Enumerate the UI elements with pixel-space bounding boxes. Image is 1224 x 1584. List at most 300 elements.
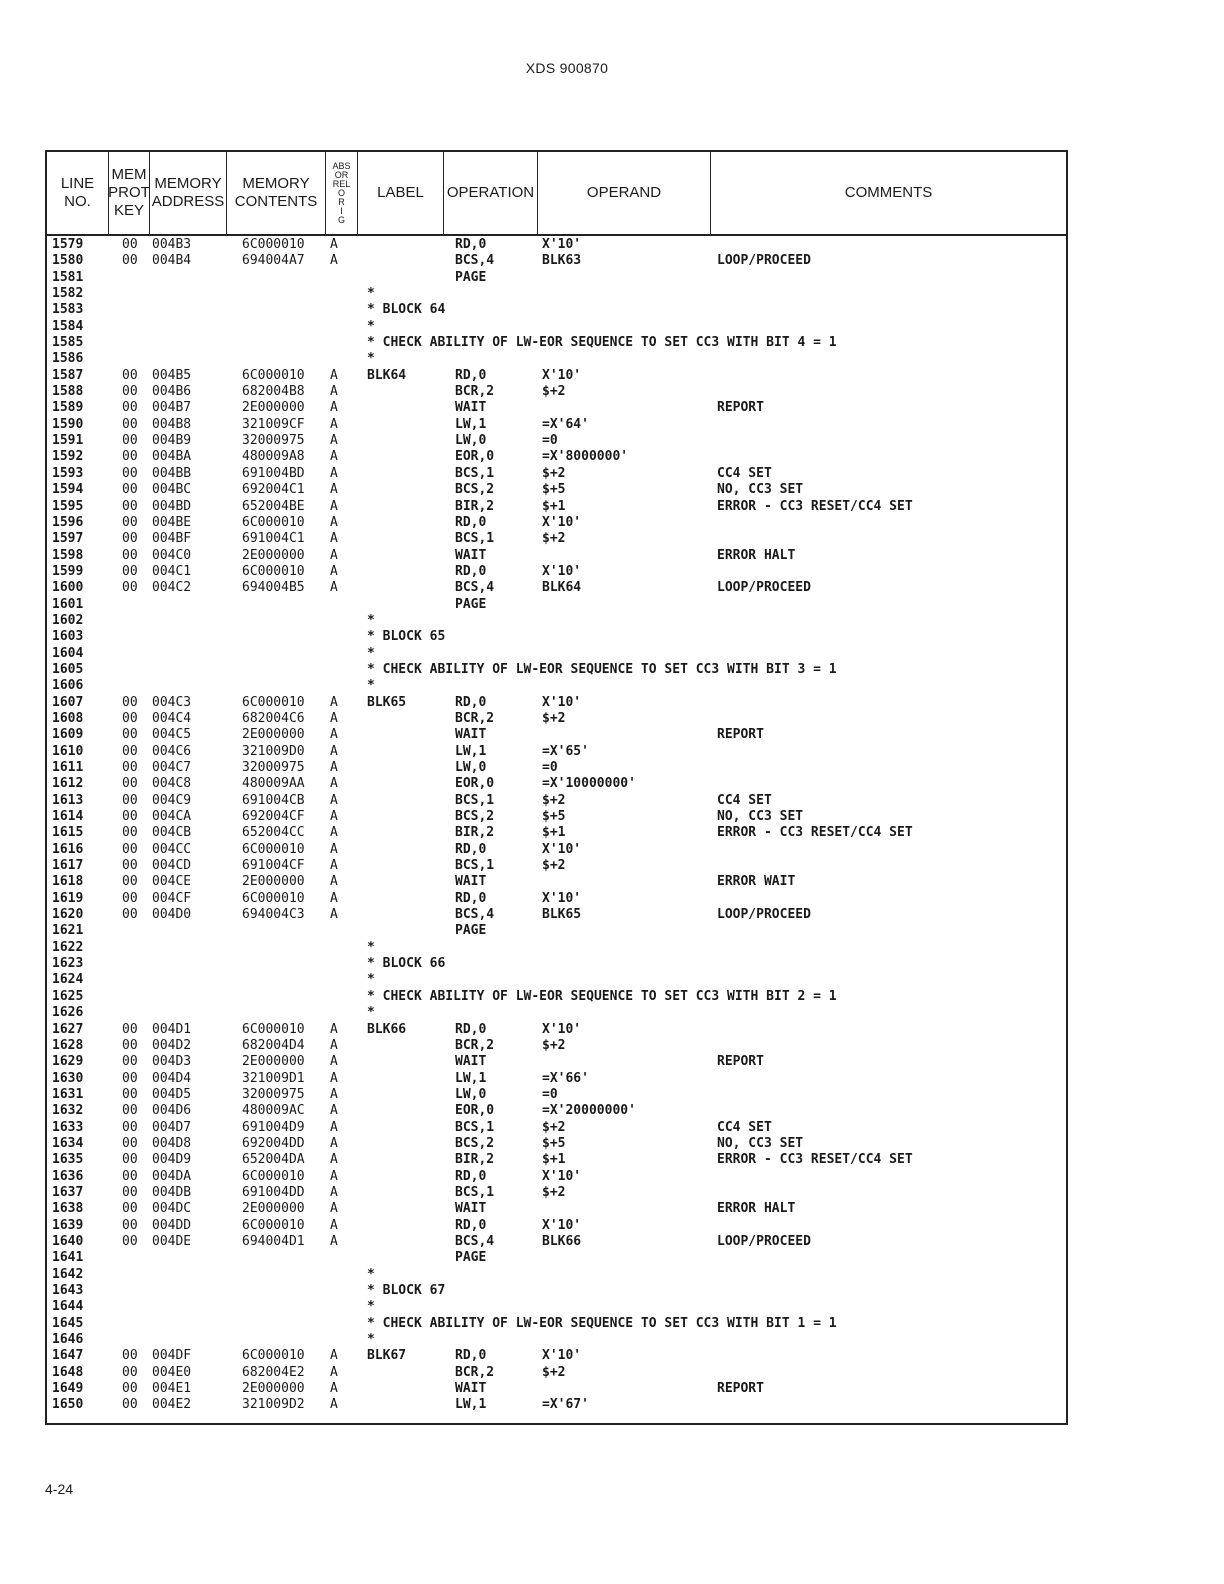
- table-row: [47, 499, 1066, 515]
- table-row: [47, 1381, 1066, 1397]
- cell-opd: $+5: [542, 809, 566, 825]
- table-row: [47, 1348, 1066, 1364]
- cell-addr: 004CB: [152, 825, 192, 841]
- cell-opd: X'10': [542, 694, 582, 710]
- cell-ao: A: [330, 760, 338, 775]
- cell-key: 00: [122, 1135, 138, 1151]
- cell-com: ERROR - CC3 RESET/CC4 SET: [717, 1152, 913, 1168]
- col-header-memory-contents: MEMORY CONTENTS: [227, 152, 326, 234]
- cell-cont: 2E000000: [242, 1381, 305, 1397]
- table-row: [47, 384, 1066, 400]
- cell-line: 1600: [52, 580, 84, 596]
- cell-ao: A: [330, 514, 338, 530]
- cell-opd: =X'66': [542, 1070, 589, 1086]
- table-row: [47, 744, 1066, 760]
- cell-lab: *: [367, 1332, 375, 1348]
- table-row: [47, 809, 1066, 825]
- cell-line: 1616: [52, 841, 84, 857]
- cell-key: 00: [122, 743, 138, 759]
- cell-lab: *: [367, 351, 375, 367]
- cell-op: EOR,0: [455, 1103, 495, 1119]
- table-row: [47, 629, 1066, 645]
- cell-opd: X'10': [542, 890, 582, 906]
- cell-cont: 6C000010: [242, 1217, 305, 1233]
- cell-line: 1601: [52, 596, 84, 612]
- cell-line: 1581: [52, 269, 84, 285]
- cell-opd: =X'65': [542, 743, 589, 759]
- cell-ao: A: [330, 1364, 338, 1380]
- cell-cont: 32000975: [242, 760, 305, 775]
- cell-key: 00: [122, 1037, 138, 1053]
- cell-key: 00: [122, 1103, 138, 1119]
- cell-opd: $+1: [542, 1152, 566, 1168]
- cell-opd: X'10': [542, 1348, 582, 1364]
- cell-opd: $+2: [542, 1037, 566, 1053]
- table-row: [47, 907, 1066, 923]
- cell-lab: *: [367, 1005, 375, 1021]
- cell-com: LOOP/PROCEED: [717, 907, 811, 923]
- cell-line: 1584: [52, 318, 84, 334]
- cell-ao: A: [330, 907, 338, 923]
- table-row: [47, 335, 1066, 351]
- table-row: [47, 972, 1066, 988]
- table-row: [47, 1120, 1066, 1136]
- cell-cont: 691004C1: [242, 531, 305, 547]
- cell-line: 1615: [52, 825, 84, 841]
- cell-opd: =0: [542, 760, 558, 775]
- table-row: [47, 449, 1066, 465]
- cell-addr: 004CF: [152, 890, 192, 906]
- cell-ao: A: [330, 694, 338, 710]
- cell-op: WAIT: [455, 400, 487, 416]
- cell-ao: A: [330, 482, 338, 498]
- cell-ao: A: [330, 531, 338, 547]
- table-row: [47, 1087, 1066, 1103]
- cell-op: RD,0: [455, 563, 487, 579]
- cell-line: 1650: [52, 1397, 84, 1413]
- table-row: [47, 858, 1066, 874]
- cell-op: PAGE: [455, 1250, 487, 1266]
- cell-op: BCS,2: [455, 482, 495, 498]
- cell-ao: A: [330, 400, 338, 416]
- cell-opd: $+2: [542, 710, 566, 726]
- table-row: [47, 1185, 1066, 1201]
- cell-line: 1612: [52, 776, 84, 792]
- cell-op: BCR,2: [455, 710, 495, 726]
- page-number: 4-24: [45, 1481, 74, 1497]
- cell-op: BIR,2: [455, 498, 495, 514]
- table-row: [47, 302, 1066, 318]
- cell-opd: $+2: [542, 384, 566, 400]
- cell-key: 00: [122, 1070, 138, 1086]
- cell-opd: =X'20000000': [542, 1103, 636, 1119]
- cell-line: 1595: [52, 498, 84, 514]
- cell-op: WAIT: [455, 1201, 487, 1217]
- cell-key: 00: [122, 465, 138, 481]
- cell-key: 00: [122, 907, 138, 923]
- cell-com: LOOP/PROCEED: [717, 253, 811, 269]
- cell-addr: 004BF: [152, 531, 192, 547]
- cell-com: ERROR - CC3 RESET/CC4 SET: [717, 498, 913, 514]
- cell-line: 1598: [52, 547, 84, 563]
- cell-line: 1625: [52, 988, 84, 1004]
- cell-opd: =X'64': [542, 416, 589, 432]
- cell-op: BCS,4: [455, 253, 495, 269]
- cell-ao: A: [330, 1086, 338, 1102]
- cell-line: 1641: [52, 1250, 84, 1266]
- cell-opd: X'10': [542, 841, 582, 857]
- cell-cont: 682004D4: [242, 1037, 305, 1053]
- cell-lab: * CHECK ABILITY OF LW-EOR SEQUENCE TO SET CC3 WITH BIT 1 = 1: [367, 1315, 837, 1331]
- cell-op: PAGE: [455, 923, 487, 939]
- cell-line: 1632: [52, 1103, 84, 1119]
- cell-addr: 004E2: [152, 1397, 192, 1413]
- table-row: [47, 711, 1066, 727]
- cell-addr: 004C8: [152, 776, 192, 792]
- cell-key: 00: [122, 1152, 138, 1168]
- cell-lab: * BLOCK 66: [367, 956, 446, 972]
- cell-opd: =X'8000000': [542, 449, 629, 465]
- cell-key: 00: [122, 367, 138, 383]
- cell-lab: * BLOCK 67: [367, 1283, 446, 1298]
- cell-ao: A: [330, 580, 338, 596]
- table-row: [47, 695, 1066, 711]
- cell-key: 00: [122, 1201, 138, 1217]
- cell-addr: 004C9: [152, 792, 192, 808]
- cell-ao: A: [330, 1217, 338, 1233]
- cell-line: 1582: [52, 286, 84, 302]
- cell-line: 1589: [52, 400, 84, 416]
- cell-op: RD,0: [455, 1168, 487, 1184]
- cell-ao: A: [330, 433, 338, 449]
- cell-addr: 004B6: [152, 384, 192, 400]
- cell-opd: $+2: [542, 858, 566, 874]
- table-row: [47, 548, 1066, 564]
- cell-line: 1648: [52, 1364, 84, 1380]
- cell-key: 00: [122, 776, 138, 792]
- table-row: [47, 678, 1066, 694]
- cell-ao: A: [330, 1348, 338, 1364]
- cell-com: REPORT: [717, 1054, 764, 1070]
- cell-ao: A: [330, 743, 338, 759]
- cell-key: 00: [122, 874, 138, 890]
- table-row: [47, 1201, 1066, 1217]
- cell-line: 1642: [52, 1266, 84, 1282]
- cell-addr: 004D6: [152, 1103, 192, 1119]
- table-row: [47, 351, 1066, 367]
- cell-line: 1583: [52, 302, 84, 318]
- cell-opd: BLK64: [542, 580, 582, 596]
- cell-lab: *: [367, 318, 375, 334]
- table-row: [47, 727, 1066, 743]
- cell-addr: 004DA: [152, 1168, 192, 1184]
- cell-lab: *: [367, 939, 375, 955]
- cell-ao: A: [330, 825, 338, 841]
- cell-line: 1628: [52, 1037, 84, 1053]
- cell-cont: 694004C3: [242, 907, 305, 923]
- cell-line: 1602: [52, 612, 84, 628]
- cell-ao: A: [330, 858, 338, 874]
- cell-com: LOOP/PROCEED: [717, 1233, 811, 1249]
- table-row: [47, 613, 1066, 629]
- cell-opd: $+2: [542, 465, 566, 481]
- cell-line: 1618: [52, 874, 84, 890]
- cell-cont: 6C000010: [242, 694, 305, 710]
- cell-com: REPORT: [717, 400, 764, 416]
- cell-line: 1622: [52, 939, 84, 955]
- cell-line: 1586: [52, 351, 84, 367]
- table-row: [47, 237, 1066, 253]
- cell-cont: 6C000010: [242, 1021, 305, 1037]
- cell-op: LW,1: [455, 416, 487, 432]
- cell-cont: 32000975: [242, 433, 305, 449]
- cell-line: 1606: [52, 678, 84, 694]
- col-header-mem-prot-key: MEM PROT KEY: [109, 152, 150, 234]
- table-row: [47, 417, 1066, 433]
- cell-addr: 004B4: [152, 253, 192, 269]
- cell-key: 00: [122, 1184, 138, 1200]
- col-header-operation: OPERATION: [444, 152, 538, 234]
- cell-ao: A: [330, 792, 338, 808]
- table-row: [47, 1365, 1066, 1381]
- cell-com: REPORT: [717, 1381, 764, 1397]
- cell-ao: A: [330, 1381, 338, 1397]
- cell-op: BCS,1: [455, 858, 495, 874]
- listing-header-row: [47, 152, 1066, 236]
- cell-op: LW,0: [455, 1086, 487, 1102]
- col-header-abs-rel: ABS OR REL O R I G: [326, 152, 358, 234]
- cell-ao: A: [330, 710, 338, 726]
- cell-cont: 2E000000: [242, 874, 305, 890]
- table-row: [47, 776, 1066, 792]
- cell-cont: 6C000010: [242, 841, 305, 857]
- cell-opd: $+5: [542, 1135, 566, 1151]
- cell-ao: A: [330, 1233, 338, 1249]
- cell-ao: A: [330, 416, 338, 432]
- cell-cont: 692004C1: [242, 482, 305, 498]
- cell-line: 1637: [52, 1184, 84, 1200]
- cell-opd: $+2: [542, 1184, 566, 1200]
- cell-cont: 682004C6: [242, 710, 305, 726]
- cell-op: RD,0: [455, 367, 487, 383]
- cell-addr: 004C0: [152, 547, 192, 563]
- cell-ao: A: [330, 874, 338, 890]
- cell-line: 1639: [52, 1217, 84, 1233]
- cell-line: 1631: [52, 1086, 84, 1102]
- cell-line: 1611: [52, 760, 84, 775]
- cell-addr: 004BA: [152, 449, 192, 465]
- table-row: [47, 874, 1066, 890]
- cell-key: 00: [122, 253, 138, 269]
- cell-ao: A: [330, 1070, 338, 1086]
- cell-line: 1610: [52, 743, 84, 759]
- table-row: [47, 1267, 1066, 1283]
- cell-ao: A: [330, 1103, 338, 1119]
- cell-addr: 004CA: [152, 809, 192, 825]
- cell-lab: *: [367, 645, 375, 661]
- cell-key: 00: [122, 433, 138, 449]
- table-row: [47, 1332, 1066, 1348]
- cell-ao: A: [330, 367, 338, 383]
- cell-opd: X'10': [542, 367, 582, 383]
- cell-line: 1604: [52, 645, 84, 661]
- cell-cont: 691004CB: [242, 792, 305, 808]
- cell-line: 1585: [52, 335, 84, 351]
- cell-ao: A: [330, 1119, 338, 1135]
- cell-line: 1647: [52, 1348, 84, 1364]
- cell-key: 00: [122, 792, 138, 808]
- table-row: [47, 1397, 1066, 1413]
- cell-op: LW,0: [455, 760, 487, 775]
- cell-ao: A: [330, 1135, 338, 1151]
- cell-lab: *: [367, 1266, 375, 1282]
- table-row: [47, 1054, 1066, 1070]
- table-row: [47, 1136, 1066, 1152]
- cell-line: 1636: [52, 1168, 84, 1184]
- cell-op: RD,0: [455, 694, 487, 710]
- cell-ao: A: [330, 237, 338, 252]
- cell-lab: *: [367, 286, 375, 302]
- cell-cont: 480009AA: [242, 776, 305, 792]
- cell-ao: A: [330, 1152, 338, 1168]
- cell-com: ERROR - CC3 RESET/CC4 SET: [717, 825, 913, 841]
- cell-op: BIR,2: [455, 825, 495, 841]
- col-header-line-no: LINE NO.: [47, 152, 109, 234]
- cell-ao: A: [330, 809, 338, 825]
- cell-op: PAGE: [455, 269, 487, 285]
- cell-line: 1580: [52, 253, 84, 269]
- cell-op: BCS,1: [455, 465, 495, 481]
- cell-addr: 004C5: [152, 727, 192, 743]
- cell-op: BIR,2: [455, 1152, 495, 1168]
- cell-addr: 004DE: [152, 1233, 192, 1249]
- cell-op: WAIT: [455, 727, 487, 743]
- cell-key: 00: [122, 1054, 138, 1070]
- cell-op: LW,1: [455, 1397, 487, 1413]
- cell-line: 1579: [52, 237, 84, 252]
- cell-cont: 321009CF: [242, 416, 305, 432]
- cell-op: RD,0: [455, 841, 487, 857]
- cell-key: 00: [122, 1233, 138, 1249]
- cell-ao: A: [330, 1054, 338, 1070]
- cell-lab: * BLOCK 64: [367, 302, 446, 318]
- cell-lab: * CHECK ABILITY OF LW-EOR SEQUENCE TO SET CC3 WITH BIT 3 = 1: [367, 661, 837, 677]
- cell-addr: 004C2: [152, 580, 192, 596]
- table-row: [47, 270, 1066, 286]
- table-row: [47, 1283, 1066, 1299]
- cell-opd: $+1: [542, 825, 566, 841]
- table-row: [47, 989, 1066, 1005]
- cell-addr: 004DF: [152, 1348, 192, 1364]
- cell-key: 00: [122, 1119, 138, 1135]
- cell-op: BCS,1: [455, 1184, 495, 1200]
- table-row: [47, 286, 1066, 302]
- cell-addr: 004CC: [152, 841, 192, 857]
- cell-op: BCS,1: [455, 531, 495, 547]
- cell-cont: 694004A7: [242, 253, 305, 269]
- cell-line: 1596: [52, 514, 84, 530]
- cell-cont: 321009D0: [242, 743, 305, 759]
- cell-lab: *: [367, 972, 375, 988]
- cell-line: 1613: [52, 792, 84, 808]
- cell-opd: $+5: [542, 482, 566, 498]
- cell-ao: A: [330, 1397, 338, 1413]
- col-header-comments: COMMENTS: [844, 184, 933, 201]
- cell-line: 1592: [52, 449, 84, 465]
- cell-ao: A: [330, 563, 338, 579]
- table-row: [47, 253, 1066, 269]
- cell-cont: 6C000010: [242, 1348, 305, 1364]
- table-row: [47, 531, 1066, 547]
- cell-key: 00: [122, 1397, 138, 1413]
- cell-opd: X'10': [542, 1217, 582, 1233]
- cell-key: 00: [122, 1217, 138, 1233]
- cell-com: ERROR WAIT: [717, 874, 796, 890]
- cell-com: ERROR HALT: [717, 547, 796, 563]
- table-row: [47, 940, 1066, 956]
- cell-line: 1623: [52, 956, 84, 972]
- cell-ao: A: [330, 776, 338, 792]
- cell-addr: 004BD: [152, 498, 192, 514]
- cell-addr: 004DB: [152, 1184, 192, 1200]
- cell-cont: 691004DD: [242, 1184, 305, 1200]
- cell-line: 1649: [52, 1381, 84, 1397]
- cell-key: 00: [122, 710, 138, 726]
- cell-op: BCR,2: [455, 1037, 495, 1053]
- cell-key: 00: [122, 416, 138, 432]
- cell-com: NO, CC3 SET: [717, 482, 804, 498]
- table-row: [47, 923, 1066, 939]
- cell-line: 1588: [52, 384, 84, 400]
- cell-cont: 694004D1: [242, 1233, 305, 1249]
- cell-addr: 004D3: [152, 1054, 192, 1070]
- cell-ao: A: [330, 841, 338, 857]
- cell-line: 1594: [52, 482, 84, 498]
- cell-opd: X'10': [542, 514, 582, 530]
- cell-op: WAIT: [455, 1054, 487, 1070]
- cell-line: 1619: [52, 890, 84, 906]
- cell-line: 1643: [52, 1283, 84, 1298]
- cell-line: 1607: [52, 694, 84, 710]
- cell-addr: 004B8: [152, 416, 192, 432]
- cell-addr: 004BB: [152, 465, 192, 481]
- cell-ao: A: [330, 1201, 338, 1217]
- cell-com: REPORT: [717, 727, 764, 743]
- cell-opd: X'10': [542, 563, 582, 579]
- cell-cont: 2E000000: [242, 400, 305, 416]
- cell-ao: A: [330, 547, 338, 563]
- table-row: [47, 1299, 1066, 1315]
- cell-addr: 004C1: [152, 563, 192, 579]
- cell-com: NO, CC3 SET: [717, 809, 804, 825]
- table-row: [47, 1071, 1066, 1087]
- table-row: [47, 319, 1066, 335]
- cell-key: 00: [122, 890, 138, 906]
- cell-op: BCS,2: [455, 1135, 495, 1151]
- cell-ao: A: [330, 384, 338, 400]
- table-row: [47, 482, 1066, 498]
- cell-addr: 004D9: [152, 1152, 192, 1168]
- cell-op: RD,0: [455, 1348, 487, 1364]
- cell-ao: A: [330, 1021, 338, 1037]
- cell-cont: 692004CF: [242, 809, 305, 825]
- cell-op: BCS,1: [455, 1119, 495, 1135]
- table-row: [47, 1250, 1066, 1266]
- cell-opd: X'10': [542, 1168, 582, 1184]
- cell-key: 00: [122, 809, 138, 825]
- cell-line: 1646: [52, 1332, 84, 1348]
- cell-cont: 2E000000: [242, 547, 305, 563]
